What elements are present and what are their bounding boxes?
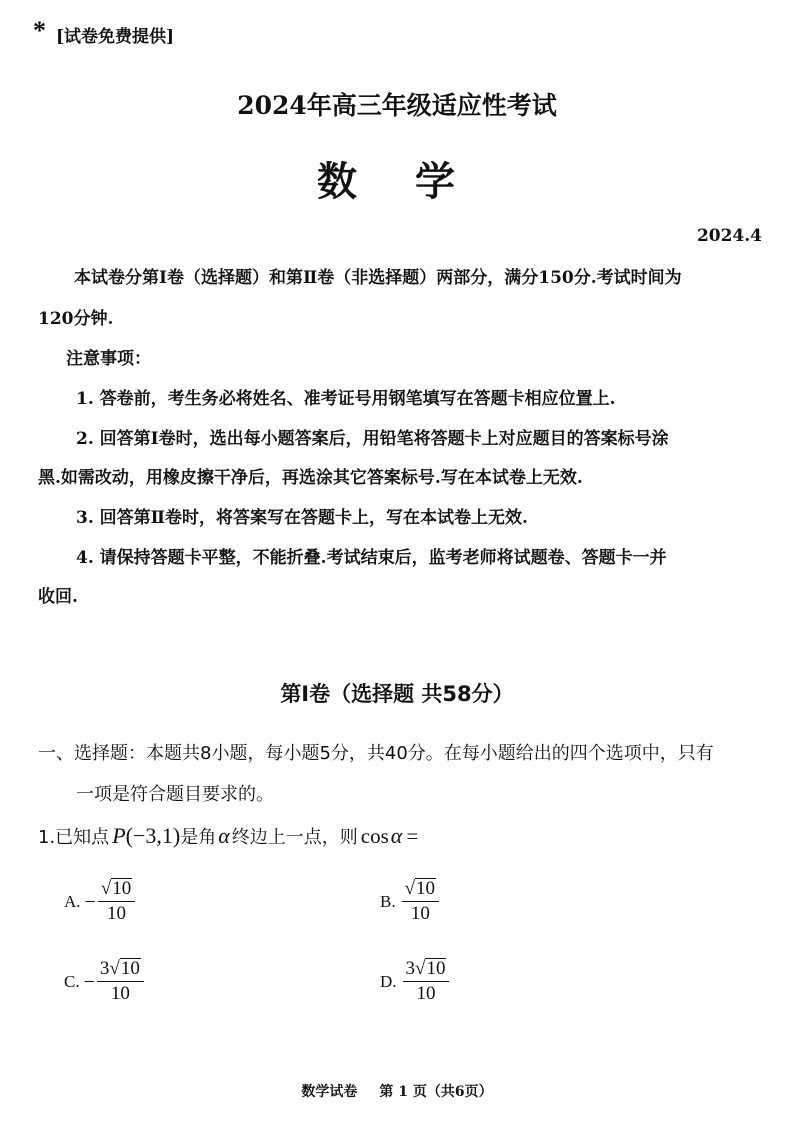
footer-page-number: 1 — [398, 1084, 408, 1100]
option-b-radicand: 10 — [416, 878, 436, 899]
subject-title: 数 学 — [317, 158, 477, 205]
option-d-coef: 3 — [405, 958, 416, 979]
option-c[interactable] — [64, 958, 144, 1006]
option-a-label: A. — [64, 892, 81, 911]
option-a[interactable] — [64, 878, 135, 926]
intro-line-2: 120分钟. — [38, 309, 114, 329]
intro-line-1: 本试卷分第Ⅰ卷（选择题）和第Ⅱ卷（非选择题）两部分，满分150分.考试时间为 — [74, 268, 682, 288]
exam-date: 2024.4 — [696, 226, 762, 246]
header-note: [试卷免费提供] — [56, 27, 175, 47]
footer-subject: 数学试卷 — [301, 1084, 358, 1100]
option-c-label: C. — [64, 972, 80, 991]
option-d-sqrt: √10 — [415, 958, 446, 979]
footer-page-prefix: 第 — [379, 1084, 394, 1100]
option-c-coef: 3 — [99, 958, 110, 979]
page-footer — [0, 1081, 794, 1101]
notice-item-2: 2. 回答第Ⅰ卷时，选出每小题答案后，用铅笔将答题卡上对应题目的答案标号涂 — [76, 429, 669, 449]
option-b[interactable] — [380, 878, 439, 926]
notice-item-1: 1. 答卷前，考生务必将姓名、准考证号用钢笔填写在答题卡相应位置上. — [76, 389, 616, 409]
option-a-sqrt: √10 — [100, 878, 132, 899]
option-c-sqrt: √10 — [109, 958, 140, 979]
point-coords: (−3,1) — [125, 823, 181, 848]
alpha-symbol: α — [218, 823, 230, 848]
notice-heading: 注意事项： — [66, 349, 151, 369]
option-b-denominator: 10 — [410, 903, 430, 924]
notice-item-2-cont: 黑.如需改动，用橡皮擦干净后，再选涂其它答案标号.写在本试卷上无效. — [38, 468, 583, 488]
option-c-denominator: 10 — [110, 983, 130, 1004]
alpha-symbol-2: α — [390, 823, 403, 848]
question-1-middle: 是角 — [180, 827, 217, 848]
option-d-fraction — [403, 958, 450, 1006]
question-1-prefix: 1.已知点 — [38, 827, 110, 848]
option-d-numerator — [403, 958, 450, 982]
point-name: P — [112, 823, 126, 848]
option-b-sqrt: √10 — [404, 878, 436, 899]
option-a-denominator: 10 — [107, 903, 127, 924]
option-a-sign: − — [84, 890, 96, 913]
option-a-numerator — [98, 878, 135, 902]
asterisk-icon: * — [33, 16, 46, 45]
notice-item-4-cont: 收回. — [38, 587, 78, 607]
option-b-numerator — [402, 878, 439, 902]
option-c-fraction — [97, 958, 144, 1006]
option-a-radicand: 10 — [112, 878, 132, 899]
option-b-label: B. — [380, 892, 396, 911]
notice-item-3: 3. 回答第Ⅱ卷时，将答案写在答题卡上，写在本试卷上无效. — [76, 508, 528, 528]
section1-instructions-line-2: 一项是符合题目要求的。 — [76, 784, 274, 805]
option-d[interactable] — [380, 958, 449, 1006]
option-c-numerator — [97, 958, 144, 982]
cos-function: cos — [360, 824, 389, 848]
part1-title: 第Ⅰ卷（选择题 共58分） — [280, 682, 514, 706]
option-c-sign: − — [83, 970, 95, 993]
notice-item-4: 4. 请保持答题卡平整，不能折叠.考试结束后，监考老师将试题卷、答题卡一并 — [76, 548, 667, 568]
option-c-radicand: 10 — [120, 958, 140, 979]
option-b-fraction — [402, 878, 439, 926]
option-d-radicand: 10 — [426, 958, 446, 979]
footer-page-suffix: 页（共6页） — [412, 1084, 493, 1100]
equals-sign: = — [406, 824, 419, 848]
option-d-denominator: 10 — [416, 983, 436, 1004]
option-d-label: D. — [380, 972, 397, 991]
section1-instructions-line-1: 一、选择题：本题共8小题，每小题5分，共40分。在每小题给出的四个选项中，只有 — [38, 743, 714, 764]
exam-title: 2024年高三年级适应性考试 — [237, 91, 557, 120]
question-1-stem — [38, 823, 418, 849]
option-a-fraction — [98, 878, 135, 926]
question-1-middle-2: 终边上一点，则 — [231, 827, 358, 848]
